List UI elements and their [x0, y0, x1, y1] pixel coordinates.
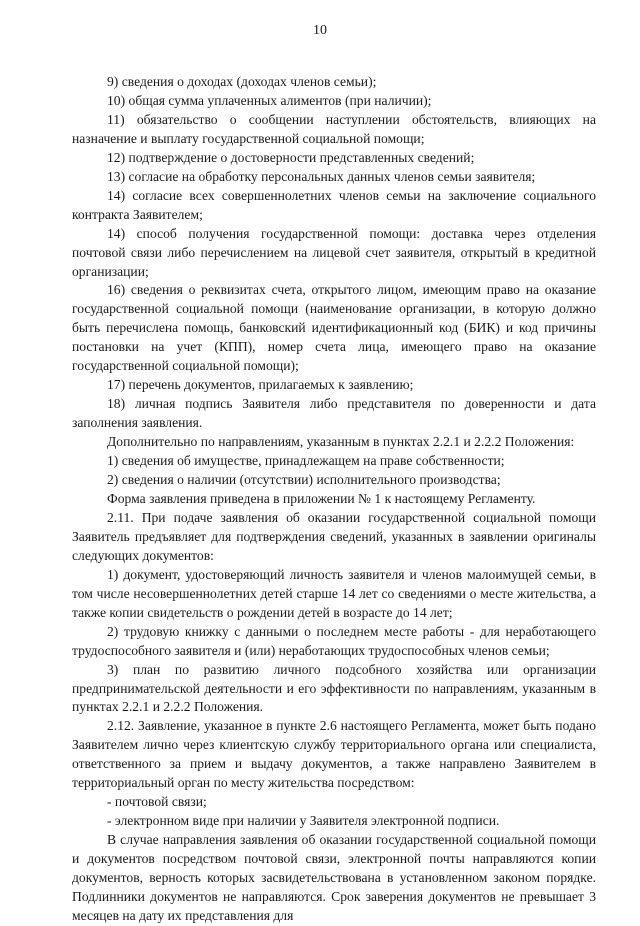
paragraph: - электронном виде при наличии у Заявителя электронной подписи.	[107, 813, 500, 829]
document-body	[72, 73, 596, 926]
paragraph: 14) способ получения государственной помощи: доставка через отделения почтовой связи либо перечислением на лицевой счет заявителя, открытый в кредитной организации;	[72, 225, 596, 279]
paragraph: 9) сведения о доходах (доходах членов семьи);	[107, 74, 377, 89]
paragraph: 1) документ, удостоверяющий личность заявителя и членов малоимущей семьи, в том числе несовершеннолетних детей старше 14 лет со сведениями о месте жительства, а также копии свидетельств о рождении детей в возрасте до 14 лет;	[72, 566, 596, 620]
paragraph: 3) план по развитию личного подсобного хозяйства или организации предпринимательской деятельности и его эффективности по направлениям, указанным в пунктах 2.2.1 и 2.2.2 Положения.	[72, 661, 596, 715]
paragraph: В случае направления заявления об оказании государственной социальной помощи и документов посредством почтовой связи, электронной почты направляются копии документов, верность которых засвидетельствована в установленном законом порядке. Подлинники документов не направляются. Срок заверения документов не превышает 3 месяцев на дату их представления для	[72, 832, 596, 923]
paragraph: 14) согласие всех совершеннолетних членов семьи на заключение социального контракта Заявителем;	[72, 187, 596, 222]
paragraph: 17) перечень документов, прилагаемых к заявлению;	[107, 377, 414, 393]
page-number: 10	[313, 23, 327, 38]
paragraph: 2.11. При подаче заявления об оказании государственной социальной помощи Заявитель предъявляет для подтверждения сведений, указанных в заявлении оригиналы следующих документов:	[72, 509, 596, 563]
paragraph: 18) личная подпись Заявителя либо представителя по доверенности и дата заполнения заявления.	[72, 396, 596, 431]
paragraph: 12) подтверждение о достоверности представленных сведений;	[107, 149, 475, 165]
paragraph: 16) сведения о реквизитах счета, открытого лицом, имеющим право на оказание государственной социальной помощи (наименование организации, в которую должно быть перечислена помощь, банковский идентификационный код (БИК) и код причины постановки на учет (КПП), номер счета лица, имеющего право на оказание государственной социальной помощи);	[72, 282, 596, 374]
paragraph: 1) сведения об имуществе, принадлежащем на праве собственности;	[107, 453, 505, 469]
paragraph: Форма заявления приведена в приложении № 1 к настоящему Регламенту.	[107, 490, 536, 506]
paragraph: Дополнительно по направлениям, указанным в пунктах 2.2.1 и 2.2.2 Положения:	[107, 434, 575, 450]
paragraph: 2) сведения о наличии (отсутствии) исполнительного производства;	[107, 472, 501, 488]
paragraph: 2.12. Заявление, указанное в пункте 2.6 настоящего Регламента, может быть подано Заявителем лично через клиентскую службу территориального органа или специалиста, ответственного за прием и выдачу документов, а также направлено Заявителем в территориальный орган по месту жительства посредством:	[72, 718, 596, 791]
paragraph: 11) обязательство о сообщении наступлении обстоятельств, влияющих на назначение и выплату государственной социальной помощи;	[72, 111, 596, 146]
paragraph: 13) согласие на обработку персональных данных членов семьи заявителя;	[107, 168, 536, 184]
paragraph: 2) трудовую книжку с данными о последнем месте работы - для неработающего трудоспособного заявителя и (или) неработающих трудоспособных членов семьи;	[72, 623, 596, 658]
paragraph: - почтовой связи;	[107, 794, 207, 810]
paragraph: 10) общая сумма уплаченных алиментов (при наличии);	[107, 92, 432, 108]
